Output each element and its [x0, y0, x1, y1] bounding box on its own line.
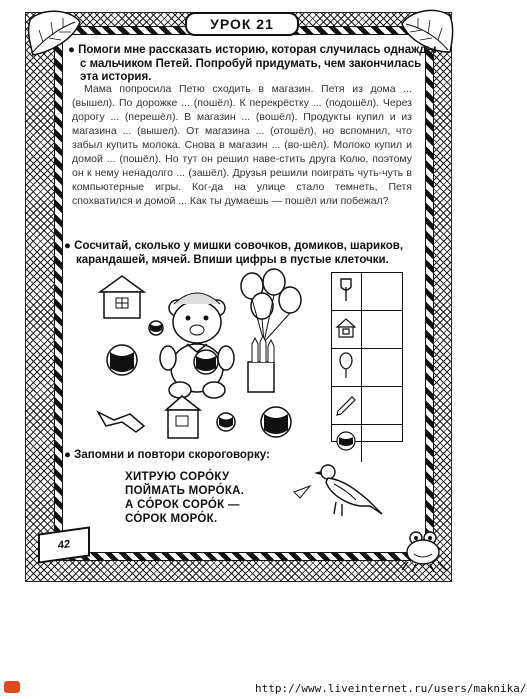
magpie-icon: [290, 458, 390, 528]
balloon-icon: [241, 269, 301, 342]
task-instruction: ● Помоги мне рассказать историю, которая случилась однажды с мальчиком Петей. Попробуй придумать, чем закончилась эта история.: [68, 44, 437, 83]
lesson-title: УРОК 21: [185, 12, 299, 36]
footer-url[interactable]: http://www.liveinternet.ru/users/maknika/: [255, 682, 527, 695]
ball-icon: [107, 345, 137, 375]
grid-cell-ball: [332, 425, 362, 462]
bullet: ●: [68, 44, 79, 56]
story-text: Мама попросила Петю сходить в магазин. Петя из дома ... (вышел). По дорожке ... (пошёл). К перекрёстку ... (подошёл). Через дорогу ... (перешёл). В магазин ... (вошёл). Продукты купил и из магазина ... (вышел). От магазина ... (отошёл), но вспомнил, что забыл купить молока. Снова в магазин ... (во-шёл). Молоко купил и домой ... (пошёл). Но тут он решил наве-стить друга Колю, поэтому он к нему ненадолго ... (зашёл). Друзья решили поиграть чуть-чуть в компьютерные игры. Ког-да на улице стало темнеть, Петя спохватился и домой ... Как ты думаешь — пошёл или побежал?: [72, 83, 412, 207]
pencils-icon: [248, 336, 274, 392]
balloon-icon: [340, 353, 352, 378]
grid-cell-balloon: [332, 349, 362, 387]
ball-icon: [194, 350, 218, 374]
page-number: 42: [38, 526, 90, 563]
count-box-pencils[interactable]: [362, 387, 402, 425]
grid-cell-house: [332, 311, 362, 349]
bear-icon: [160, 293, 234, 398]
counting-grid: [331, 272, 403, 442]
ball-icon: [337, 432, 355, 450]
ball-icon: [261, 407, 291, 437]
shovel-icon: [98, 412, 144, 432]
tongue-twister: ХИТРУЮ СОРО́КУ ПОЙМАТЬ МОРО́КА. А СО́РОК СОРО́К — СО́РОК МОРО́К.: [125, 471, 245, 525]
grid-cell-shovel: [332, 273, 362, 311]
count-box-houses[interactable]: [362, 311, 402, 349]
house-icon: [337, 319, 355, 337]
counting-illustration: [92, 272, 322, 452]
count-box-balloons[interactable]: [362, 349, 402, 387]
ball-icon: [149, 321, 163, 335]
shovel-icon: [341, 279, 351, 301]
bullet: ●: [64, 449, 75, 461]
frog-icon: [398, 528, 450, 574]
bullet: ●: [64, 240, 75, 252]
task-instruction: ● Запомни и повтори скороговорку:: [64, 449, 270, 461]
logo-icon: [4, 681, 20, 693]
house-icon: [100, 276, 144, 318]
house-icon: [166, 396, 200, 438]
pencil-icon: [337, 397, 355, 415]
count-box-balls[interactable]: [362, 425, 402, 462]
task-instruction: ● Сосчитай, сколько у мишки совочков, домиков, шариков, карандашей, мячей. Впиши цифры в пустые клеточки.: [64, 240, 404, 266]
grid-cell-pencil: [332, 387, 362, 425]
ball-icon: [217, 413, 235, 431]
count-box-shovels[interactable]: [362, 273, 402, 311]
